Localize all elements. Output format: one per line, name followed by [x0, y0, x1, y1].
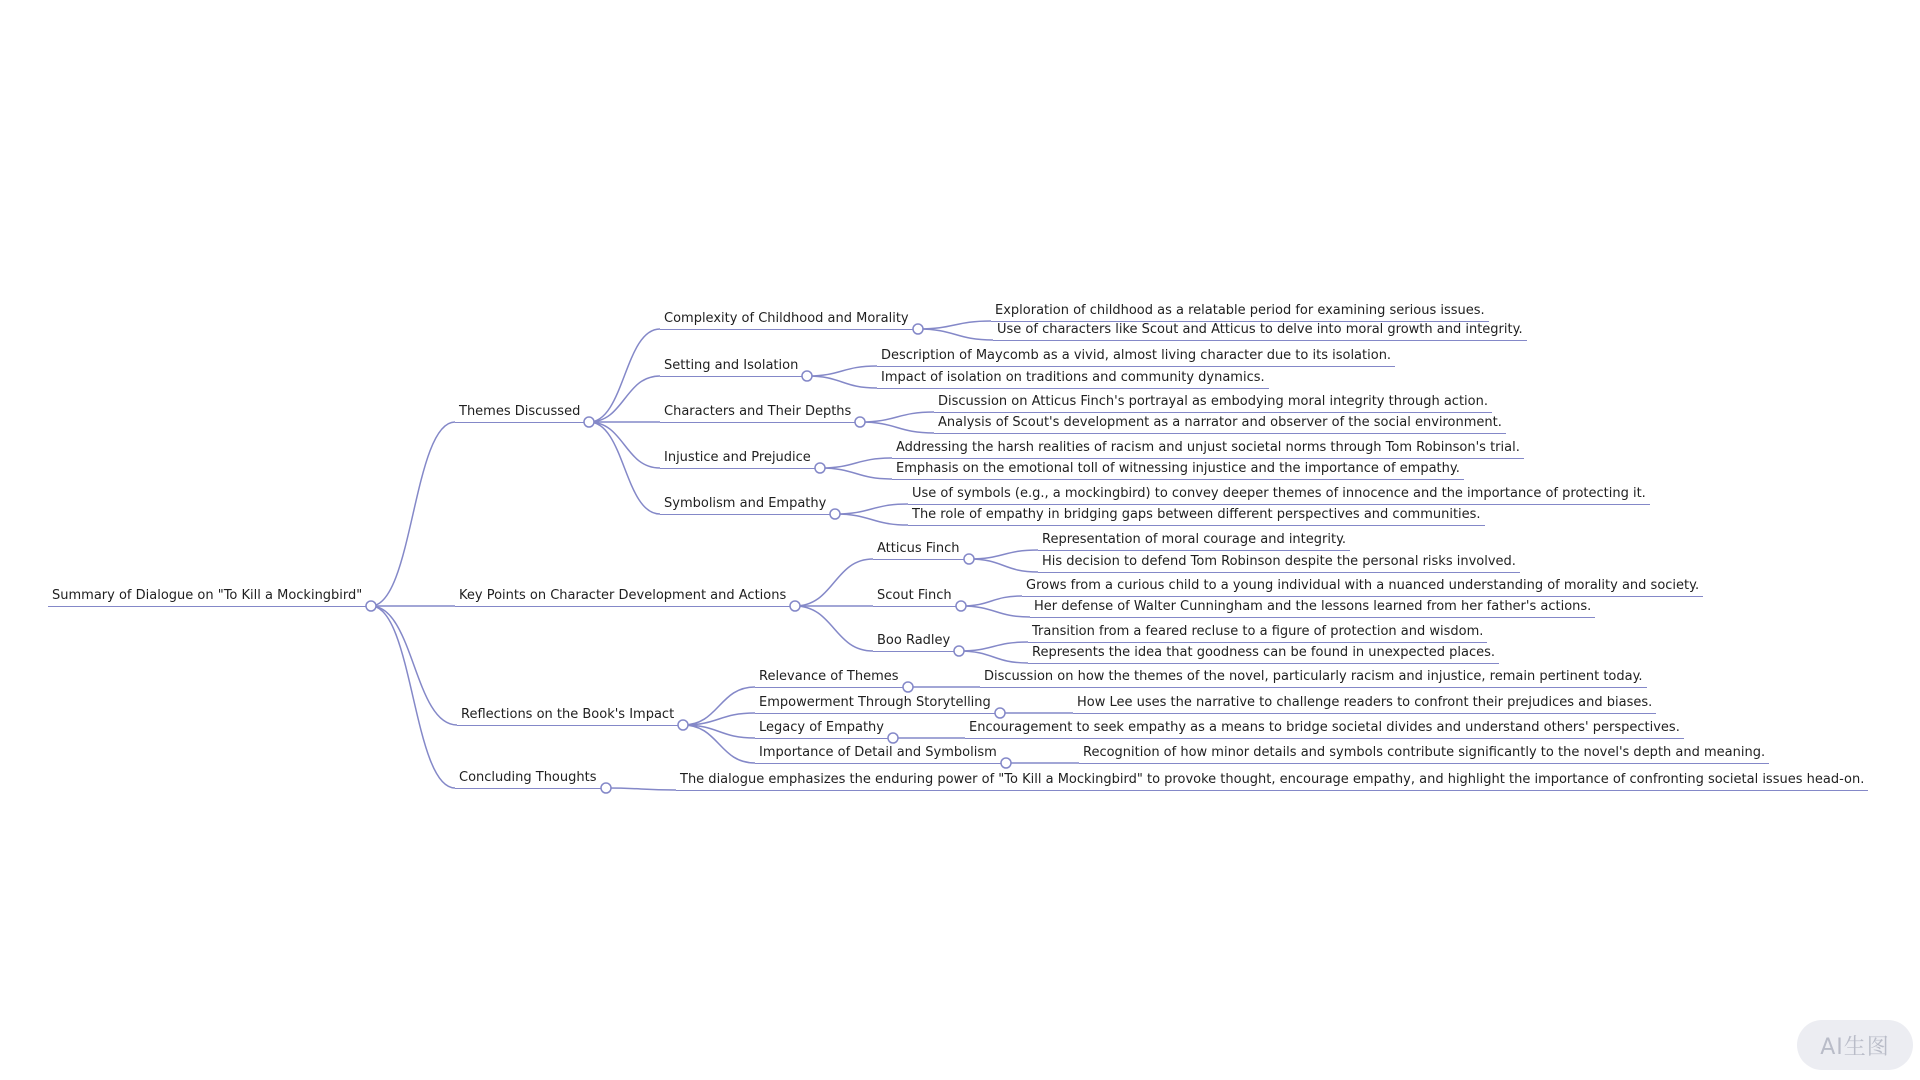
- edge: [918, 329, 993, 340]
- collapse-toggle[interactable]: [584, 417, 594, 427]
- node-boo-radley[interactable]: Boo Radley: [873, 632, 954, 652]
- edge: [589, 376, 660, 422]
- edge: [683, 725, 755, 763]
- node-root[interactable]: Summary of Dialogue on "To Kill a Mockingbird": [48, 587, 366, 607]
- collapse-toggle[interactable]: [830, 509, 840, 519]
- leaf-racism-realities[interactable]: Addressing the harsh realities of racism and unjust societal norms through Tom Robinson's trial.: [892, 439, 1524, 459]
- leaf-scout-growth[interactable]: Grows from a curious child to a young individual with a nuanced understanding of morality and society.: [1022, 577, 1703, 597]
- leaf-emotional-toll[interactable]: Emphasis on the emotional toll of witnessing injustice and the importance of empathy.: [892, 460, 1464, 480]
- edge: [961, 606, 1030, 617]
- node-characters-depths[interactable]: Characters and Their Depths: [660, 403, 855, 423]
- leaf-atticus-defend[interactable]: His decision to defend Tom Robinson despite the personal risks involved.: [1038, 553, 1520, 573]
- edge: [807, 376, 877, 388]
- leaf-empathy-encouragement[interactable]: Encouragement to seek empathy as a means to bridge societal divides and understand others' perspectives.: [965, 719, 1684, 739]
- edge: [835, 504, 908, 514]
- edge: [820, 458, 892, 468]
- edge: [860, 412, 934, 422]
- edge: [835, 514, 908, 525]
- leaf-boo-goodness[interactable]: Represents the idea that goodness can be found in unexpected places.: [1028, 644, 1499, 664]
- edge: [918, 321, 991, 329]
- edge: [795, 606, 873, 651]
- edge: [961, 596, 1022, 606]
- leaf-themes-pertinent[interactable]: Discussion on how the themes of the novel, particularly racism and injustice, remain pertinent today.: [980, 668, 1647, 688]
- node-reflections-impact[interactable]: Reflections on the Book's Impact: [457, 706, 678, 726]
- edge: [860, 422, 934, 433]
- edge: [959, 651, 1028, 663]
- node-themes-discussed[interactable]: Themes Discussed: [455, 403, 584, 423]
- collapse-toggle[interactable]: [855, 417, 865, 427]
- leaf-atticus-portrayal[interactable]: Discussion on Atticus Finch's portrayal as embodying moral integrity through action.: [934, 393, 1492, 413]
- collapse-toggle[interactable]: [678, 720, 688, 730]
- node-relevance-of-themes[interactable]: Relevance of Themes: [755, 668, 903, 688]
- node-legacy-of-empathy[interactable]: Legacy of Empathy: [755, 719, 888, 739]
- leaf-atticus-courage[interactable]: Representation of moral courage and integrity.: [1038, 531, 1350, 551]
- edge: [589, 422, 660, 468]
- leaf-concluding-summary[interactable]: The dialogue emphasizes the enduring power of "To Kill a Mockingbird" to provoke thought, encourage empathy, and highlight the importance of confronting societal issues head-on.: [676, 771, 1868, 791]
- collapse-toggle[interactable]: [956, 601, 966, 611]
- leaf-scout-development[interactable]: Analysis of Scout's development as a narrator and observer of the social environment.: [934, 414, 1506, 434]
- leaf-empathy-role[interactable]: The role of empathy in bridging gaps between different perspectives and communities.: [908, 506, 1485, 526]
- leaf-lee-narrative[interactable]: How Lee uses the narrative to challenge readers to confront their prejudices and biases.: [1073, 694, 1656, 714]
- collapse-toggle[interactable]: [995, 708, 1005, 718]
- node-importance-detail-symbolism[interactable]: Importance of Detail and Symbolism: [755, 744, 1001, 764]
- collapse-toggle[interactable]: [815, 463, 825, 473]
- node-atticus-finch[interactable]: Atticus Finch: [873, 540, 964, 560]
- collapse-toggle[interactable]: [601, 783, 611, 793]
- collapse-toggle[interactable]: [366, 601, 376, 611]
- node-symbolism-empathy[interactable]: Symbolism and Empathy: [660, 495, 830, 515]
- leaf-scout-defense[interactable]: Her defense of Walter Cunningham and the lessons learned from her father's actions.: [1030, 598, 1595, 618]
- edge: [795, 559, 873, 606]
- edge: [371, 422, 455, 606]
- collapse-toggle[interactable]: [913, 324, 923, 334]
- leaf-minor-details[interactable]: Recognition of how minor details and symbols contribute significantly to the novel's depth and meaning.: [1079, 744, 1769, 764]
- edge: [589, 329, 660, 422]
- leaf-childhood-characters[interactable]: Use of characters like Scout and Atticus to delve into moral growth and integrity.: [993, 321, 1527, 341]
- edge: [969, 559, 1038, 572]
- edge: [589, 422, 660, 514]
- edge: [606, 788, 676, 790]
- node-injustice-prejudice[interactable]: Injustice and Prejudice: [660, 449, 815, 469]
- edge: [959, 642, 1028, 651]
- collapse-toggle[interactable]: [790, 601, 800, 611]
- node-empowerment-storytelling[interactable]: Empowerment Through Storytelling: [755, 694, 995, 714]
- leaf-isolation-impact[interactable]: Impact of isolation on traditions and community dynamics.: [877, 369, 1269, 389]
- node-complexity-childhood-morality[interactable]: Complexity of Childhood and Morality: [660, 310, 913, 330]
- collapse-toggle[interactable]: [802, 371, 812, 381]
- node-scout-finch[interactable]: Scout Finch: [873, 587, 956, 607]
- collapse-toggle[interactable]: [964, 554, 974, 564]
- node-setting-isolation[interactable]: Setting and Isolation: [660, 357, 802, 377]
- collapse-toggle[interactable]: [954, 646, 964, 656]
- collapse-toggle[interactable]: [903, 682, 913, 692]
- node-concluding-thoughts[interactable]: Concluding Thoughts: [455, 769, 601, 789]
- ai-watermark-badge: AI生图: [1797, 1020, 1913, 1070]
- edge: [371, 606, 457, 725]
- edge: [969, 550, 1038, 559]
- collapse-toggle[interactable]: [888, 733, 898, 743]
- leaf-boo-transition[interactable]: Transition from a feared recluse to a figure of protection and wisdom.: [1028, 623, 1487, 643]
- leaf-maycomb-description[interactable]: Description of Maycomb as a vivid, almost living character due to its isolation.: [877, 347, 1395, 367]
- edge: [371, 606, 455, 788]
- edge: [807, 366, 877, 376]
- leaf-symbols-use[interactable]: Use of symbols (e.g., a mockingbird) to convey deeper themes of innocence and the importance of protecting it.: [908, 485, 1650, 505]
- edge: [820, 468, 892, 479]
- leaf-childhood-exploration[interactable]: Exploration of childhood as a relatable period for examining serious issues.: [991, 302, 1489, 322]
- collapse-toggle[interactable]: [1001, 758, 1011, 768]
- node-key-points[interactable]: Key Points on Character Development and Actions: [455, 587, 790, 607]
